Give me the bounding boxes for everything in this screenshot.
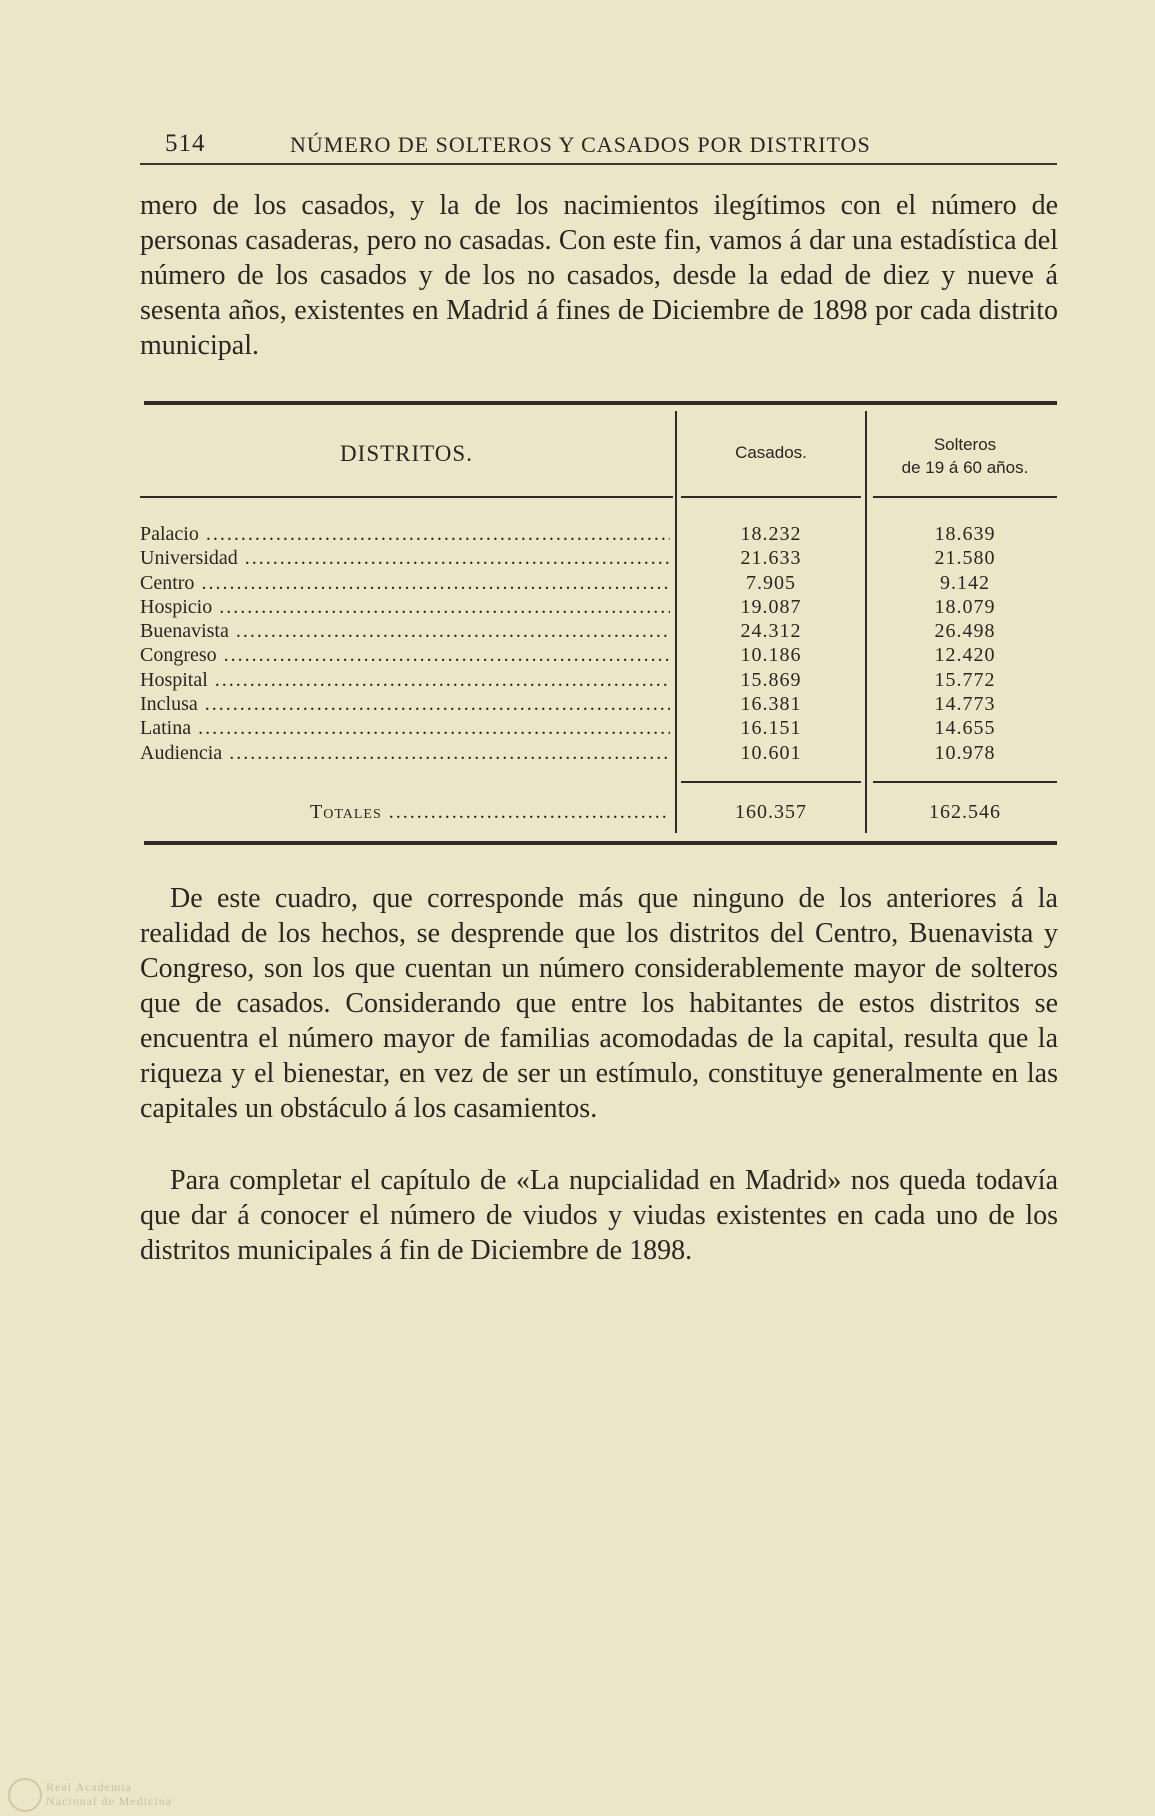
- header-single-line1: Solteros: [933, 435, 997, 454]
- district-name: Audiencia .....: [140, 742, 670, 765]
- header-rule: [873, 496, 1057, 498]
- library-watermark: [8, 1776, 208, 1812]
- totals-rule: [681, 781, 861, 783]
- single-count: 14.773: [934, 693, 996, 716]
- intro-paragraph: mero de los casados, y la de los nacimientos ilegítimos con el número de personas casaderas, pero no casadas. Con este fin, vamos á dar una estadística del número de los casados y de los no casados, desde la edad de diez y nueve á sesenta años, existentes en Madrid á fines de Diciembre de 1898 por cada distrito municipal.: [140, 190, 1058, 361]
- table-row: [140, 644, 1057, 668]
- table-row: [140, 523, 1057, 547]
- totals-single: 162.546: [929, 801, 1001, 823]
- running-title: NÚMERO DE SOLTEROS Y CASADOS POR DISTRITOS: [290, 132, 871, 157]
- table-row: [140, 547, 1057, 571]
- single-count: 21.580: [934, 547, 996, 570]
- totals-rule: [873, 781, 1057, 783]
- married-count: 16.381: [740, 693, 802, 716]
- married-count: 18.232: [740, 523, 802, 545]
- district-name: Universidad .....: [140, 547, 670, 570]
- district-name: Hospital .....: [140, 669, 670, 692]
- district-name: Palacio .....: [140, 523, 670, 546]
- table-row: [140, 717, 1057, 741]
- table-body: [140, 523, 1057, 766]
- table-row: [140, 596, 1057, 620]
- header-rule: [140, 163, 1057, 165]
- district-name: Congreso .....: [140, 644, 670, 667]
- table-row: [140, 742, 1057, 766]
- header-rule: [140, 496, 673, 498]
- district-name: Inclusa .....: [140, 693, 670, 716]
- table-row: [140, 693, 1057, 717]
- table-top-rule: [144, 401, 1057, 405]
- table-row: [140, 572, 1057, 596]
- watermark-line2: Nacional de Medicina: [46, 1794, 172, 1808]
- totals-married: 160.357: [735, 801, 807, 823]
- district-name: Buenavista .....: [140, 620, 670, 643]
- married-count: 24.312: [740, 620, 802, 643]
- single-count: 10.978: [934, 741, 996, 764]
- district-name: Latina .....: [140, 717, 670, 740]
- single-count: 18.079: [934, 595, 996, 618]
- header-single: [873, 433, 1057, 479]
- seal-icon: [8, 1778, 42, 1812]
- married-count: 21.633: [740, 547, 802, 570]
- married-count: 15.869: [740, 668, 802, 691]
- married-count: 7.905: [746, 571, 796, 594]
- districts-table: [140, 401, 1057, 847]
- page-number: 514: [165, 130, 206, 157]
- married-count: 19.087: [740, 595, 802, 618]
- totals-label: Totales .....: [310, 801, 670, 824]
- single-count: 9.142: [940, 571, 990, 594]
- body-paragraph-2: Para completar el capítulo de «La nupcialidad en Madrid» nos queda todavía que dar á conocer el número de viudos y viudas existentes en cada uno de los distritos municipales á fin de Diciembre de 1898.: [140, 1165, 1058, 1266]
- district-name: Hospicio .....: [140, 596, 670, 619]
- header-rule: [681, 496, 861, 498]
- married-count: 10.601: [740, 741, 802, 764]
- single-count: 26.498: [934, 620, 996, 643]
- table-bottom-rule: [144, 841, 1057, 845]
- married-count: 10.186: [740, 644, 802, 667]
- single-count: 18.639: [934, 523, 996, 545]
- body-paragraph-1: De este cuadro, que corresponde más que ninguno de los anteriores á la realidad de los hechos, se desprende que los distritos del Centro, Buenavista y Congreso, son los que cuentan un número considerablemente mayor de solteros que de casados. Considerando que entre los habitantes de estos distritos se encuentra el número mayor de familias acomodadas de la capital, resulta que la riqueza y el bienestar, en vez de ser un estímulo, constituye generalmente en las capitales un obstáculo á los casamientos.: [140, 883, 1058, 1124]
- table-row: [140, 620, 1057, 644]
- header-married: Casados.: [735, 443, 807, 462]
- header-districts: DISTRITOS.: [340, 441, 473, 466]
- table-row: [140, 669, 1057, 693]
- district-name: Centro .....: [140, 572, 670, 595]
- single-count: 15.772: [934, 668, 996, 691]
- watermark-line1: Real Academia: [46, 1780, 132, 1794]
- header-single-line2: de 19 á 60 años.: [901, 458, 1029, 477]
- single-count: 12.420: [934, 644, 996, 667]
- married-count: 16.151: [740, 717, 802, 740]
- single-count: 14.655: [934, 717, 996, 740]
